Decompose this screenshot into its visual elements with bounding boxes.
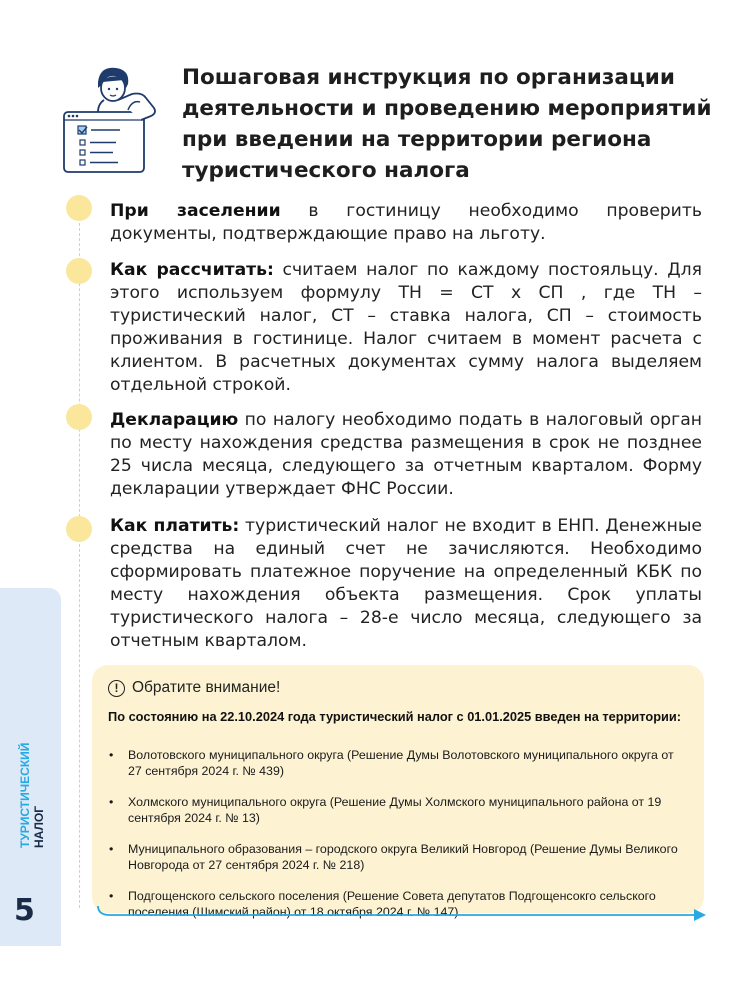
- list-item: • Волотовского муниципального округа (Решение Думы Волотовского муниципального округа от 27 сентября 2024 г. № 439): [108, 747, 688, 779]
- step-heading: Как платить:: [110, 516, 240, 536]
- exclamation-icon: !: [108, 680, 125, 697]
- notice-heading: [108, 679, 280, 697]
- page-number: 5: [14, 893, 35, 928]
- list-item: • Холмского муниципального округа (Решение Думы Холмского муниципального района от 19 сентября 2024 г. № 13): [108, 794, 688, 826]
- section-label-line2: НАЛОГ: [32, 805, 46, 848]
- notice-box: [92, 665, 704, 919]
- step-heading: Как рассчитать:: [110, 260, 274, 280]
- step-check-documents: [110, 200, 702, 246]
- page-title: Пошаговая инструкция по организации деятельности и проведению мероприятий при введении на территории региона туристического налога: [182, 65, 712, 183]
- step-text: по налогу необходимо подать в налоговый орган по месту нахождения средства размещения в срок не позднее 25 числа месяца, следующего за отчетным кварталом. Форму декларации утверждает ФНС России.: [110, 410, 702, 499]
- step-heading: Декларацию: [110, 410, 239, 430]
- list-item: • Подгощенского сельского поселения (Решение Совета депутатов Подгощенсокго сельского поселения (Шимский район) от 18 октября 2024 г. № 147): [108, 888, 688, 920]
- notice-heading-text: Обратите внимание!: [132, 679, 281, 696]
- timeline-dot: [66, 404, 92, 430]
- timeline-dot: [66, 258, 92, 284]
- step-text: туристический налог не входит в ЕНП. Денежные средства на единый счет не зачисляются. Необходимо сформировать платежное поручение на определенный КБК по месту нахождения объекта размещения. Срок уплаты туристического налога – 28-е число месяца, следующего за отчетным кварталом.: [110, 516, 702, 651]
- step-declaration: [110, 409, 702, 501]
- step-text: считаем налог по каждому постояльцу. Для этого используем формулу ТН = СТ х СП , где ТН – туристический налог, СТ – ставка налога, СП – стоимость проживания в гостинице. Налог считаем в момент расчета с клиентом. В расчетных документах сумму налога выделяем отдельной строкой.: [110, 260, 702, 395]
- timeline-dot: [66, 195, 92, 221]
- timeline-dot: [66, 516, 92, 542]
- notice-intro: По состоянию на 22.10.2024 года туристический налог с 01.01.2025 введен на территории:: [108, 709, 682, 724]
- section-label-line1: ТУРИСТИЧЕСКИЙ: [18, 742, 32, 848]
- list-item: • Муниципального образования – городского округа Великий Новгород (Решение Думы Великого Новгорода от 27 сентября 2024 г. № 218): [108, 841, 688, 873]
- section-label: [18, 743, 46, 848]
- timeline-line: [79, 218, 80, 908]
- step-payment: [110, 515, 702, 653]
- person-with-checklist-illustration: [58, 62, 168, 177]
- arrow-right-icon: [96, 906, 711, 924]
- step-heading: При заселении: [110, 201, 281, 221]
- step-calculate: [110, 259, 702, 397]
- step-text: в гостиницу необходимо проверить документы, подтверждающие право на льготу.: [110, 201, 702, 244]
